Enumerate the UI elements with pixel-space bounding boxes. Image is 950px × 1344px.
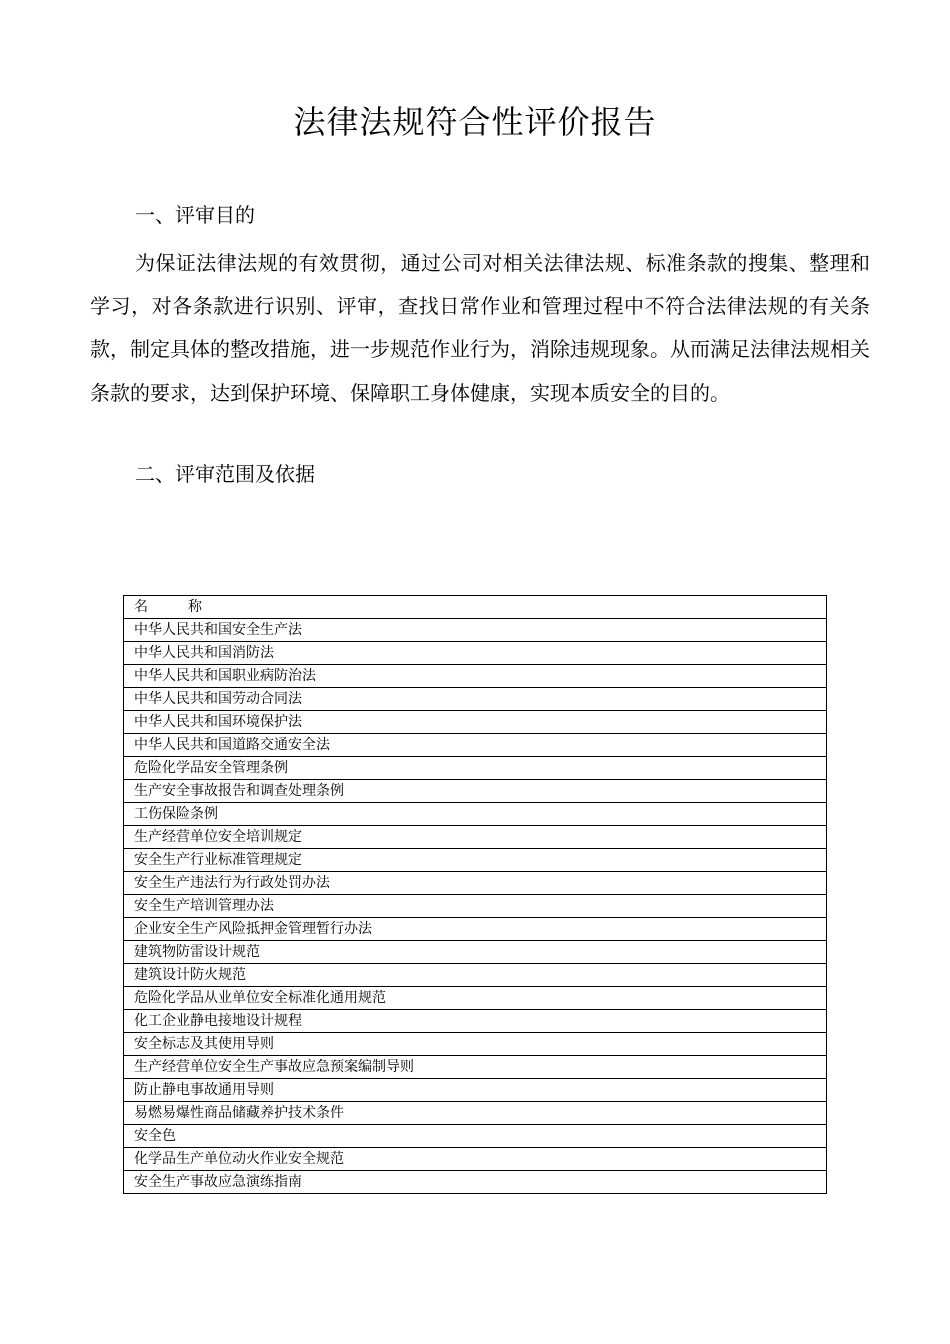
regulation-name: 化学品生产单位动火作业安全规范 <box>124 1148 827 1171</box>
regulation-name: 防止静电事故通用导则 <box>124 1079 827 1102</box>
regulation-name: 中华人民共和国职业病防治法 <box>124 665 827 688</box>
table-row <box>124 849 827 872</box>
table-row <box>124 1102 827 1125</box>
regulation-name: 安全色 <box>124 1125 827 1148</box>
table-row <box>124 1079 827 1102</box>
table-row <box>124 642 827 665</box>
table-row <box>124 734 827 757</box>
regulation-name: 易燃易爆性商品储藏养护技术条件 <box>124 1102 827 1125</box>
table-row <box>124 1010 827 1033</box>
regulation-name: 中华人民共和国道路交通安全法 <box>124 734 827 757</box>
regulation-name: 危险化学品安全管理条例 <box>124 757 827 780</box>
table-row <box>124 780 827 803</box>
regulation-name: 生产经营单位安全生产事故应急预案编制导则 <box>124 1056 827 1079</box>
table-row <box>124 1056 827 1079</box>
regulation-name: 生产经营单位安全培训规定 <box>124 826 827 849</box>
section-heading-purpose: 一、评审目的 <box>135 203 255 227</box>
table-row <box>124 826 827 849</box>
regulation-name: 安全生产培训管理办法 <box>124 895 827 918</box>
table-row <box>124 964 827 987</box>
table-row <box>124 1033 827 1056</box>
table-row <box>124 941 827 964</box>
table-row <box>124 1171 827 1194</box>
regulation-name: 安全生产违法行为行政处罚办法 <box>124 872 827 895</box>
purpose-paragraph: 为保证法律法规的有效贯彻，通过公司对相关法律法规、标准条款的搜集、整理和学习，对各条款进行识别、评审，查找日常作业和管理过程中不符合法律法规的有关条款，制定具体的整改措施，进一步规范作业行为，消除违规现象。从而满足法律法规相关条款的要求，达到保护环境、保障职工身体健康，实现本质安全的目的。 <box>90 251 870 405</box>
table-row <box>124 918 827 941</box>
table-row <box>124 688 827 711</box>
regulation-name: 中华人民共和国劳动合同法 <box>124 688 827 711</box>
table-row <box>124 619 827 642</box>
table-header-row <box>124 596 827 619</box>
table-row <box>124 1148 827 1171</box>
header-char-2: 称 <box>188 599 204 615</box>
section-heading-scope: 二、评审范围及依据 <box>135 462 315 486</box>
regulation-name: 安全标志及其使用导则 <box>124 1033 827 1056</box>
regulation-name: 建筑物防雷设计规范 <box>124 941 827 964</box>
table-row <box>124 872 827 895</box>
regulation-name: 生产安全事故报告和调查处理条例 <box>124 780 827 803</box>
header-char-1: 名 <box>134 599 150 615</box>
regulation-name: 工伤保险条例 <box>124 803 827 826</box>
regulation-name: 危险化学品从业单位安全标准化通用规范 <box>124 987 827 1010</box>
regulation-name: 安全生产事故应急演练指南 <box>124 1171 827 1194</box>
regulation-name: 安全生产行业标准管理规定 <box>124 849 827 872</box>
regulation-name: 建筑设计防火规范 <box>124 964 827 987</box>
table-row <box>124 665 827 688</box>
regulation-name: 企业安全生产风险抵押金管理暂行办法 <box>124 918 827 941</box>
table-row <box>124 757 827 780</box>
regulation-name: 中华人民共和国环境保护法 <box>124 711 827 734</box>
regulations-table <box>123 595 827 1194</box>
regulation-name: 中华人民共和国安全生产法 <box>124 619 827 642</box>
document-title: 法律法规符合性评价报告 <box>293 103 657 141</box>
regulation-name: 中华人民共和国消防法 <box>124 642 827 665</box>
table-row <box>124 803 827 826</box>
regulation-name: 化工企业静电接地设计规程 <box>124 1010 827 1033</box>
table-row <box>124 987 827 1010</box>
name-column-header <box>124 596 827 619</box>
table-row <box>124 711 827 734</box>
table-row <box>124 895 827 918</box>
table-row <box>124 1125 827 1148</box>
